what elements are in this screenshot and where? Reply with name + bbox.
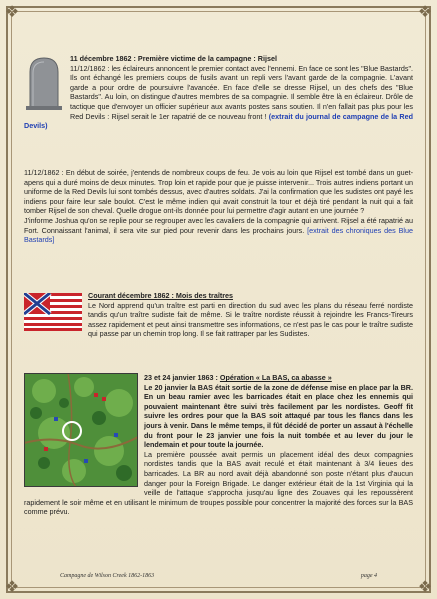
tombstone-icon xyxy=(24,54,64,110)
section-text: J'informe Joshua qu'on se replie pour se regrouper avec les cavaliers de la compagnie qui arrivent. Rijsel a été rapatrié au Fort. Connaissant l'animal, il sera vite sur pied pour revenir dans les prochains jours. xyxy=(24,215,413,235)
section-text: 11/12/1862 : En début de soirée, j'entends de nombreux coups de feu. Je vois au loin que Rijsel est tombé dans un guet-apens qui a duré moins de deux minutes. Trop loin et rapide pour que je puisse intervenir... Trois autres indiens portant un uniforme de la Red Devils lui sont tombés dessus, avec d'autres soldats. J'ai la confirmation que les sudistes ont payé les indiens pour faire leur sale boulot. C'est le même indien qui avait construit la tour et déjà tiré pendant la nuit qui a fait tomber Rijsel de son cheval. Quelle drogue ont-ils donnée pour lui permettre d'agir autant en une journée ? xyxy=(24,168,413,216)
confederate-union-flag-icon xyxy=(24,293,82,331)
section-title-date: 23 et 24 janvier 1863 : xyxy=(144,373,220,382)
source-link[interactable]: (extrait du journal de campagne de la Red Devils) xyxy=(24,111,413,131)
section-rijsel-first-victim xyxy=(24,54,413,131)
source-link[interactable]: [extrait des chroniques des Blue Bastards] xyxy=(24,225,413,245)
section-text: 11/12/1862 : les éclaireurs annoncent le premier contact avec l'ennemi. En face ce sont les "Blue Bastards". Ils ont échangé les premiers coups de fusils avant un repli vers l'avant garde de la compagnie. L'avant garde a pour ordre de poursuivre l'avancée. En face d'elle se dresse Rijsel, un des chefs des "Blue Bastards". Au loin, on distingue d'autres membres de sa compagnie. Il semble être là en éclaireur. Drôle de tactique que d'envoyer un officier supérieur aux avants postes sans soutien. Il n'en fallait pas plus pour les Red Devils : Rijsel serait le 1er rapatrié de ce nouveau front ! xyxy=(70,63,413,121)
section-operation-bas xyxy=(24,373,413,517)
campaign-map-image xyxy=(24,373,138,487)
section-title: Opération « La BAS, ca abasse » xyxy=(219,373,332,382)
footer-campaign-name: Campagne de Wilson Creek 1862-1863 xyxy=(60,573,155,579)
corner-ornament-icon: ❖ xyxy=(417,577,433,596)
corner-ornament-icon: ❖ xyxy=(4,577,20,596)
corner-ornament-icon: ❖ xyxy=(4,2,20,21)
section-title: 11 décembre 1862 : Première victime de la campagne : Rijsel xyxy=(70,54,277,63)
section-evening-ambush xyxy=(24,168,413,245)
section-text: Le 20 janvier la BAS était sortie de la zone de défense mise en place par la BR. En un beau ramier avec les barricades était en place chez les ennemis qui pouvaient maintenant être suivi très facilement par les nordistes. Geoff fit suivre les ordres pour que la BAS soit attaqué par tous les flancs dans les jours à venir. Dans le même temps, il fût décidé de porter un assaut à l'échelle du front pour le 23 janvier une fois la nuit tombée et au lever du jour le lendemain et pour toute la journée. xyxy=(144,382,413,450)
section-text: La première poussée avait permis un placement idéal des deux compagnies nordistes tandis que la BAS avait reculé et était maintenant à 3/4 lieues des barricades. La BR au nord avait déjà abandonné son poste n'étant plus d'aucun danger pour la Foreign Brigade. Le danger extérieur était de la 1st Virginia qui la veille de l'attaque s'approcha jusqu'au ligne des Zouaves qui les repoussèrent rapidement le soir même et en utilisant le minimum de troupes possible pour concentrer la majorité des forces sur la BAS comme prévu. xyxy=(24,449,413,517)
section-traitors-month xyxy=(24,291,413,339)
corner-ornament-icon: ❖ xyxy=(417,2,433,21)
footer-page-number: page 4 xyxy=(360,573,377,579)
section-title: Courant décembre 1862 : Mois des traîtres xyxy=(88,291,233,300)
page-footer xyxy=(60,573,377,579)
section-text: Le Nord apprend qu'un traître est parti en direction du sud avec les plans du réseau ferré nordiste tandis qu'un traître sudiste fait de même. Si le traître nordiste réussit à rejoindre les Francs-Tireurs assez rapidement et peut ainsi transmettre ses informations, ce n'est pas le cas pour le traître sudiste qui passe par un chemin trop long. Il se fait rattraper par les Sudistes. xyxy=(88,300,413,339)
